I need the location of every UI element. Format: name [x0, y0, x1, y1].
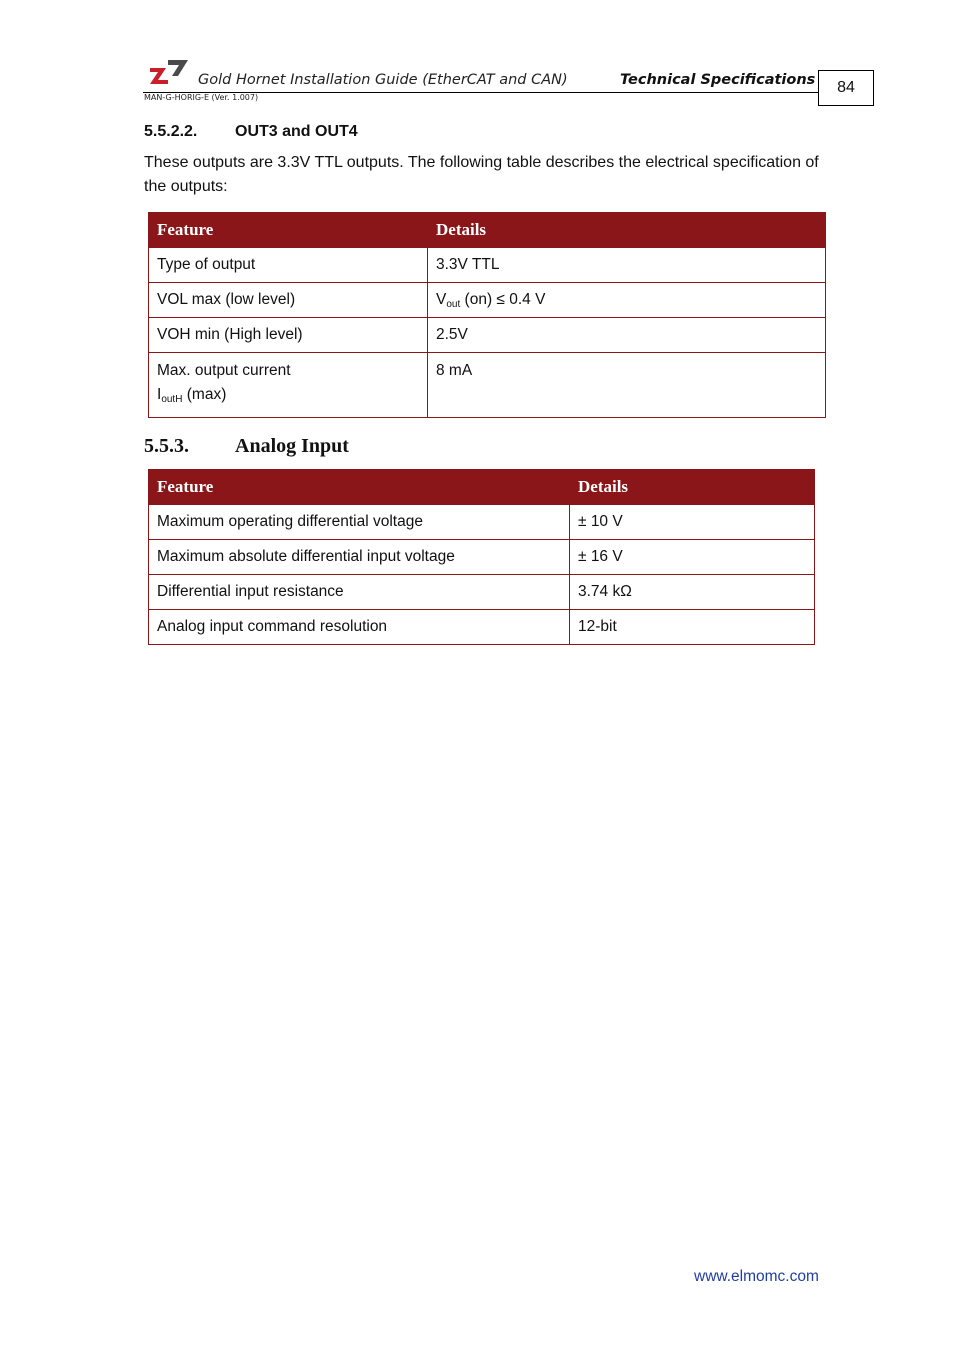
feature-cell: Maximum absolute differential input voltage [149, 540, 570, 575]
chapter-title: Technical Specifications [620, 72, 816, 88]
section-heading-out3-out4 [144, 123, 358, 141]
elmo-logo-icon [148, 58, 190, 86]
table-row [149, 540, 815, 575]
feature-cell: Differential input resistance [149, 575, 570, 610]
document-title: Gold Hornet Installation Guide (EtherCAT and CAN) [198, 72, 568, 88]
section-title: OUT3 and OUT4 [235, 123, 358, 140]
table-row [149, 283, 826, 318]
details-cell: 2.5V [428, 318, 826, 353]
section-number: 5.5.2.2. [144, 123, 198, 140]
subscript: out [446, 299, 461, 310]
table-header-row [149, 470, 815, 505]
feature-cell: Maximum operating differential voltage [149, 505, 570, 540]
section-number: 5.5.3. [144, 435, 189, 457]
column-header-feature: Feature [149, 470, 570, 505]
table-row [149, 575, 815, 610]
column-header-details: Details [428, 213, 826, 248]
details-cell: ± 16 V [570, 540, 815, 575]
details-cell: 12-bit [570, 610, 815, 645]
details-cell: 3.3V TTL [428, 248, 826, 283]
details-cell: ± 10 V [570, 505, 815, 540]
table-row [149, 318, 826, 353]
details-cell [428, 283, 826, 318]
page-number: 84 [818, 70, 874, 106]
feature-line: Max. output current [157, 362, 291, 379]
column-header-details: Details [570, 470, 815, 505]
analog-input-spec-table [148, 469, 815, 645]
section-title: Analog Input [235, 435, 349, 457]
value-text: (on) ≤ 0.4 V [460, 291, 546, 308]
feature-text: (max) [182, 386, 227, 403]
symbol: V [436, 291, 447, 308]
section-paragraph: These outputs are 3.3V TTL outputs. The following table describes the electrical specification of the outputs: [144, 154, 819, 195]
outputs-spec-table [148, 212, 826, 418]
document-code: MAN-G-HORIG-E (Ver. 1.007) [144, 93, 259, 102]
subscript: outH [161, 394, 183, 405]
details-cell: 8 mA [428, 353, 826, 418]
table-row [149, 610, 815, 645]
feature-cell: Type of output [149, 248, 428, 283]
section-heading-analog-input [144, 435, 349, 458]
table-row [149, 353, 826, 418]
column-header-feature: Feature [149, 213, 428, 248]
website-link[interactable]: www.elmomc.com [694, 1268, 819, 1285]
table-header-row [149, 213, 826, 248]
table-row [149, 505, 815, 540]
symbol: I [157, 386, 162, 403]
feature-cell: VOL max (low level) [149, 283, 428, 318]
details-cell: 3.74 kΩ [570, 575, 815, 610]
table-row [149, 248, 826, 283]
feature-cell [149, 353, 428, 418]
feature-cell: Analog input command resolution [149, 610, 570, 645]
feature-cell: VOH min (High level) [149, 318, 428, 353]
